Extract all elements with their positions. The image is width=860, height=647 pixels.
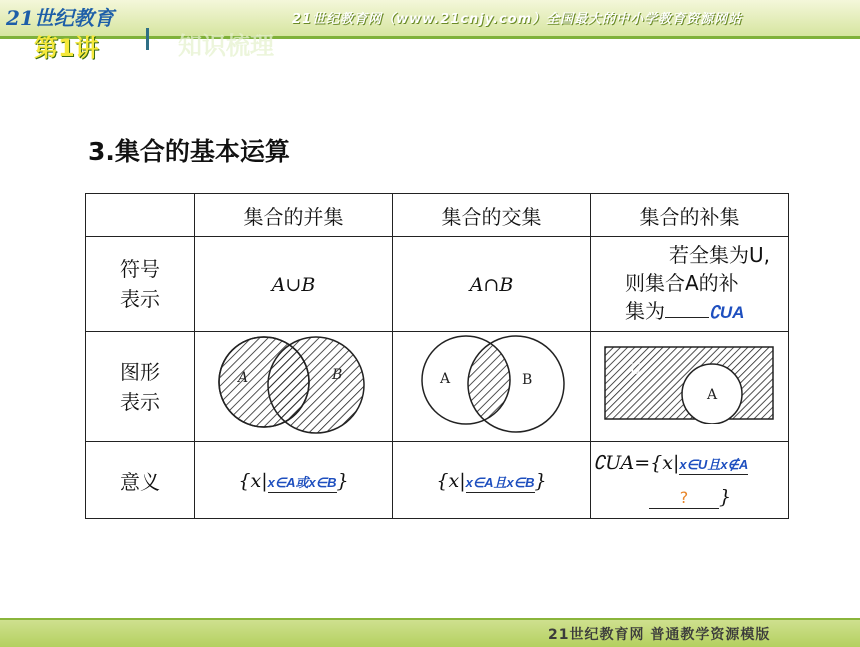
intersection-symbol-cell (393, 237, 591, 332)
header-cell-complement: 集合的补集 (591, 194, 789, 237)
lecture-tag: 第1讲 (34, 34, 99, 62)
answer-blank (665, 317, 709, 318)
header-cell-empty (86, 194, 195, 237)
complement-diagram-cell (591, 332, 789, 442)
intersection-diagram-cell (393, 332, 591, 442)
row-label-line: 表示 (120, 389, 160, 414)
complement-question: ? (679, 488, 689, 507)
set-b-label: B (331, 367, 342, 383)
table-row-diagram (86, 332, 789, 442)
set-a-label: A (706, 387, 717, 403)
complement-meaning-answer: x∈U且x∉A (679, 457, 749, 472)
table-row-symbol (86, 237, 789, 332)
union-venn-diagram (214, 332, 374, 436)
intersection-answer: x∈A且x∈B (465, 474, 535, 490)
complement-meaning-suffix: } (719, 486, 732, 508)
complement-line-1: 若全集为U, (669, 243, 770, 267)
union-meaning-prefix: {x| (238, 469, 268, 492)
table-row-meaning (86, 442, 789, 519)
union-symbol: A∪B (271, 274, 316, 296)
site-logo: 21世纪教育 (6, 6, 114, 30)
header-bar (0, 0, 860, 39)
row-label-meaning: 意义 (86, 442, 195, 519)
complement-line-3-prefix: 集为 (625, 299, 665, 323)
complement-venn-diagram (602, 344, 778, 424)
complement-meaning-line-1 (593, 450, 748, 475)
complement-question-blank (649, 484, 719, 509)
set-a-label: A (439, 371, 450, 387)
footer-text: 21世纪教育网 普通教学资源模版 (548, 627, 771, 643)
table-header-row (86, 194, 789, 237)
union-symbol-cell (195, 237, 393, 332)
intersection-meaning-cell (393, 442, 591, 519)
union-meaning-cell (195, 442, 393, 519)
universe-label: U (629, 362, 642, 378)
row-label-line: 图形 (120, 359, 160, 384)
intersection-symbol: A∩B (469, 274, 514, 296)
union-diagram-cell (195, 332, 393, 442)
row-label-line: 表示 (120, 287, 160, 311)
union-answer-blank (268, 468, 337, 493)
complement-meaning-line-2 (649, 484, 731, 509)
complement-answer: ∁UA (709, 303, 745, 322)
set-b-label: B (521, 372, 532, 388)
footer-bar (0, 618, 860, 647)
complement-meaning-prefix: ∁UA={x| (593, 452, 680, 474)
row-label-symbol (86, 237, 195, 332)
intersection-venn-diagram (412, 332, 572, 436)
set-operations-table (85, 193, 789, 519)
page-title: 3.集合的基本运算 (88, 137, 290, 166)
union-meaning-suffix: } (336, 469, 349, 492)
intersection-meaning-suffix: } (534, 469, 547, 492)
complement-line-3 (591, 297, 788, 327)
complement-line-2: 则集合A的补 (625, 271, 739, 295)
complement-symbol-cell (591, 237, 789, 332)
tag-separator (146, 28, 149, 50)
complement-meaning-wrap (591, 442, 788, 518)
intersection-meaning-prefix: {x| (436, 469, 466, 492)
intersection-answer-blank (466, 468, 535, 493)
complement-answer-blank (679, 450, 748, 475)
set-a-label: A (237, 370, 248, 386)
header-cell-union: 集合的并集 (195, 194, 393, 237)
site-banner: 21世纪教育网（www.21cnjy.com）全国最大的中小学教育资源网站 (292, 12, 743, 27)
header-cell-intersection: 集合的交集 (393, 194, 591, 237)
row-label-line: 符号 (120, 257, 160, 281)
union-answer: x∈A或x∈B (267, 474, 337, 490)
row-label-diagram (86, 332, 195, 442)
section-tag: 知识梳理 (178, 32, 274, 60)
complement-meaning-cell (591, 442, 789, 519)
